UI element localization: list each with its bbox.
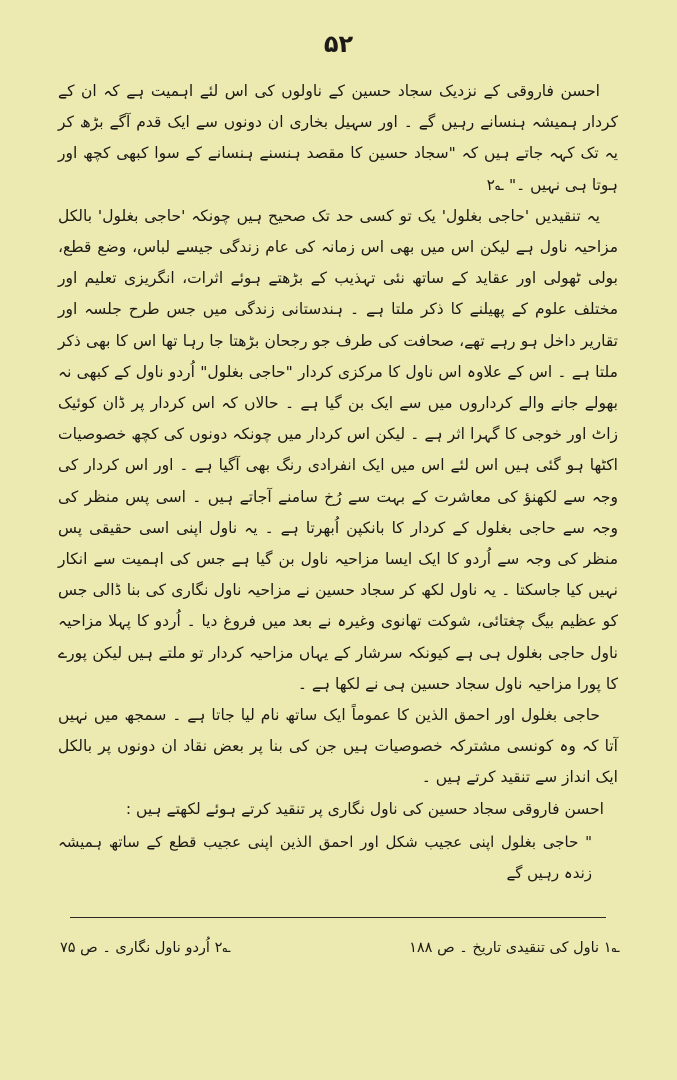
main-text: [58, 76, 618, 889]
paragraph-2: یہ تنقیدیں 'حاجی بغلول' یک تو کسی حد تک صحیح ہیں چونکہ 'حاجی بغلول' بالکل مزاحیہ ناول ہے لیکن اس میں بھی اس زمانہ کی عام زندگی جیسے لباس، وضع قطع، بولی ٹھولی اور عقاید کے ساتھ نئی تہذیب کے بڑھتے ہوئے اثرات، انگریزی تعلیم اور مختلف علوم کے پھیلنے کا ذکر ملتا ہے ۔ ہندستانی زندگی میں جس طرح جلسہ اور تقاریر داخل ہو رہے تھے، صحافت کی طرف جو رجحان بڑھتا جا رہا تھا اس کا بھی ذکر ملتا ہے ۔ اس کے علاوہ اس ناول کا مرکزی کردار "حاجی بغلول" اُردو ناول کے کبھی نہ بھولے جانے والے کرداروں میں سے ایک بن گیا ہے ۔ حالاں کہ اس کردار پر ڈان کوئیک زاٹ اور خوجی کا گہرا اثر ہے ۔ لیکن اس کردار میں چونکہ دونوں کی کچھ خصوصیات اکٹھا ہو گئی ہیں اس لئے اس میں ایک انفرادی رنگ بھی آگیا ہے ۔ اور اس کردار کی وجہ سے لکھنؤ کی معاشرت کے بہت سے رُخ سامنے آجاتے ہیں ۔ اسی پس منظر کی وجہ سے حاجی بغلول کے کردار کا بانکپن اُبھرتا ہے ۔ یہ ناول اپنی اسی حقیقی پس منظر کی وجہ سے اُردو کا ایک ایسا مزاحیہ ناول بن گیا ہے جس کی اہمیت سے انکار نہیں کیا جاسکتا ۔ یہ ناول لکھ کر سجاد حسین نے مزاحیہ ناول نگاری کی بنا ڈالی جس کو عظیم بیگ چغتائی، شوکت تھانوی وغیرہ نے بعد میں فروغ دیا ۔ اُردو کا پہلا مزاحیہ ناول حاجی بغلول ہی ہے کیونکہ سرشار کے یہاں مزاحیہ کردار تو ملتے ہیں لیکن پورے کا پورا مزاحیہ ناول سجاد حسین ہی نے لکھا ہے ۔: [58, 206, 618, 693]
footnote-1: ؎۱ ناول کی تنقیدی تاریخ ۔ ص ۱۸۸: [409, 940, 620, 956]
block-quote: " حاجی بغلول اپنی عجیب شکل اور احمق الذین اپنی عجیب قطع کے ساتھ ہمیشہ زندہ رہیں گے: [58, 832, 592, 883]
footnote-divider: [70, 917, 606, 918]
paragraph-3: حاجی بغلول اور احمق الذین کا عموماً ایک ساتھ نام لیا جاتا ہے ۔ سمجھ میں نہیں آتا کہ وہ کونسی مشترکہ خصوصیات ہیں جن کی بنا پر بعض نقاد ان دونوں پر بالکل ایک انداز سے تنقید کرتے ہیں ۔: [58, 706, 618, 787]
page-number: ۵۲: [323, 30, 354, 58]
footnote-2: ؎۲ اُردو ناول نگاری ۔ ص ۷۵: [60, 940, 231, 956]
quote-intro: احسن فاروقی سجاد حسین کی ناول نگاری پر تنقید کرتے ہوئے لکھتے ہیں :: [125, 799, 604, 818]
footnotes: [60, 940, 620, 956]
paragraph-1: احسن فاروقی کے نزدیک سجاد حسین کے ناولوں کی اس لئے اہمیت ہے کہ ان کے کردار ہمیشہ ہنسانے رہیں گے ۔ اور سہیل بخاری ان دونوں سے ایک قدم آگے بڑھ کر یہ تک کہہ جاتے ہیں کہ "سجاد حسین کا مقصد ہنسنے ہنسانے کے سوا کبھی کچھ اور ہوتا ہی نہیں ۔" ؎۲: [58, 82, 618, 194]
